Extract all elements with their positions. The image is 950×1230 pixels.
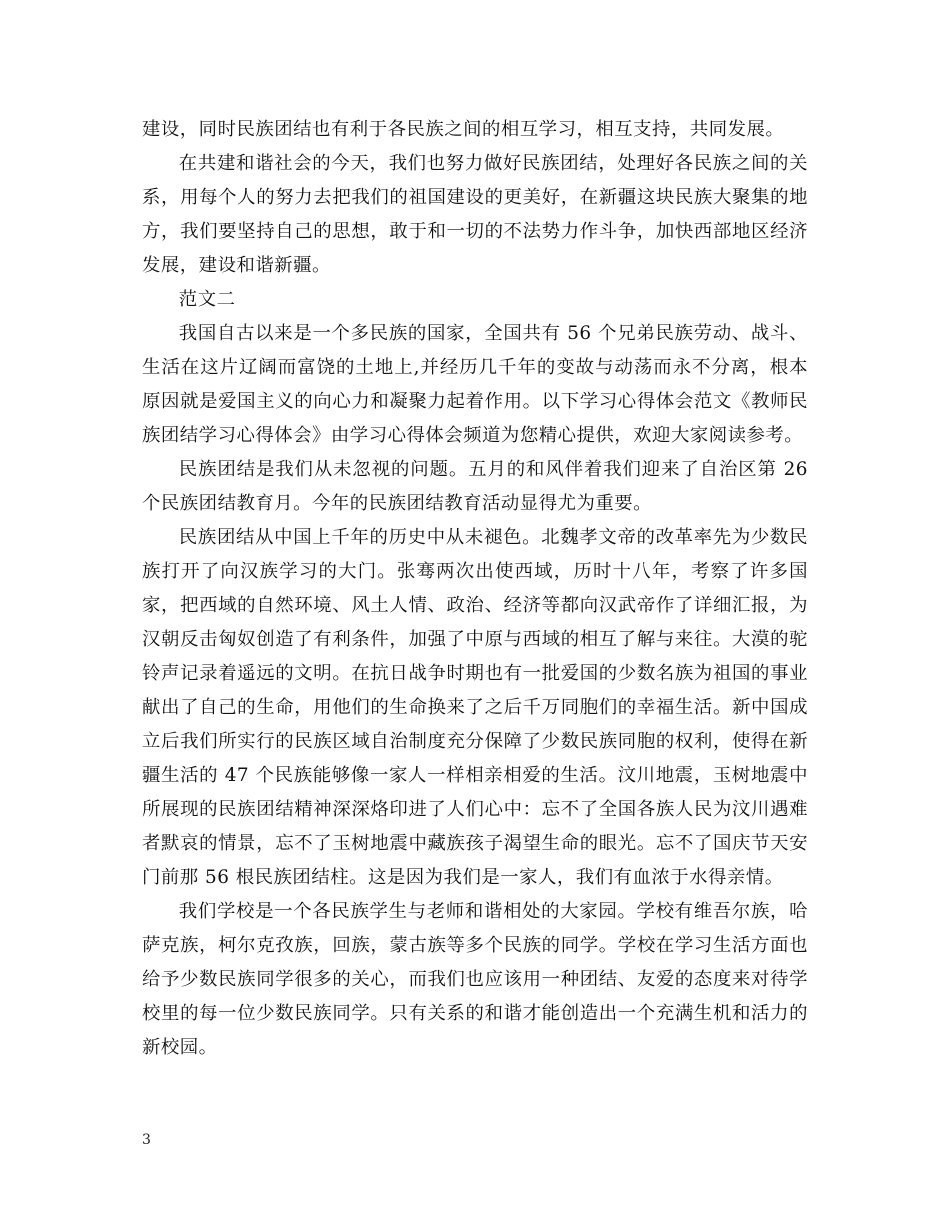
paragraph-continued: 建设，同时民族团结也有利于各民族之间的相互学习，相互支持，共同发展。 (142, 119, 785, 140)
paragraph-history: 民族团结从中国上千年的历史中从未褪色。北魏孝文帝的改革率先为少数民族打开了向汉族学习的大门。张骞两次出使西域，历时十八年，考察了许多国家，把西域的自然环境、风土人情、政治、经济等都向汉武帝作了详细汇报，为汉朝反击匈奴创造了有利条件，加强了中原与西域的相互了解与来往。大漠的驼铃声记录着遥远的文明。在抗日战争时期也有一批爱国的少数名族为祖国的事业献出了自己的生命，用他们的生命换来了之后千万同胞们的幸福生活。新中国成立后我们所实行的民族区域自治制度充分保障了少数民族同胞的权利，使得在新疆生活的 47 个民族能够像一家人一样相亲相爱的生活。汶川地震，玉树地震中所展现的民族团结精神深深烙印进了人们心中：忘不了全国各族人民为汶川遇难者默哀的情景，忘不了玉树地震中藏族孩子渴望生命的眼光。忘不了国庆节天安门前那 56 根民族团结柱。这是因为我们是一家人，我们有血浓于水得亲情。 (142, 527, 808, 888)
paragraph-intro: 我国自古以来是一个多民族的国家，全国共有 56 个兄弟民族劳动、战斗、生活在这片辽阔而富饶的土地上,并经历几千年的变故与动荡而永不分离，根本原因就是爱国主义的向心力和凝聚力起着作用。以下学习心得体会范文《教师民族团结学习心得体会》由学习心得体会频道为您精心提供，欢迎大家阅读参考。 (142, 323, 808, 446)
paragraph-school: 我们学校是一个各民族学生与老师和谐相处的大家园。学校有维吾尔族，哈萨克族，柯尔克孜族，回族，蒙古族等多个民族的同学。学校在学习生活方面也给予少数民族同学很多的关心，而我们也应该用一种团结、友爱的态度来对待学校里的每一位少数民族同学。只有关系的和谐才能创造出一个充满生机和活力的新校园。 (142, 901, 808, 1058)
document-body (142, 113, 808, 1065)
paragraph-education-month: 民族团结是我们从未忽视的问题。五月的和风伴着我们迎来了自治区第 26 个民族团结教育月。今年的民族团结教育活动显得尤为重要。 (142, 459, 808, 514)
page-number: 3 (142, 1132, 151, 1148)
paragraph-harmony: 在共建和谐社会的今天，我们也努力做好民族团结，处理好各民族之间的关系，用每个人的努力去把我们的祖国建设的更美好，在新疆这块民族大聚集的地方，我们要坚持自己的思想，敢于和一切的不法势力作斗争，加快西部地区经济发展，建设和谐新疆。 (142, 153, 808, 276)
section-heading-sample-two: 范文二 (178, 289, 236, 310)
